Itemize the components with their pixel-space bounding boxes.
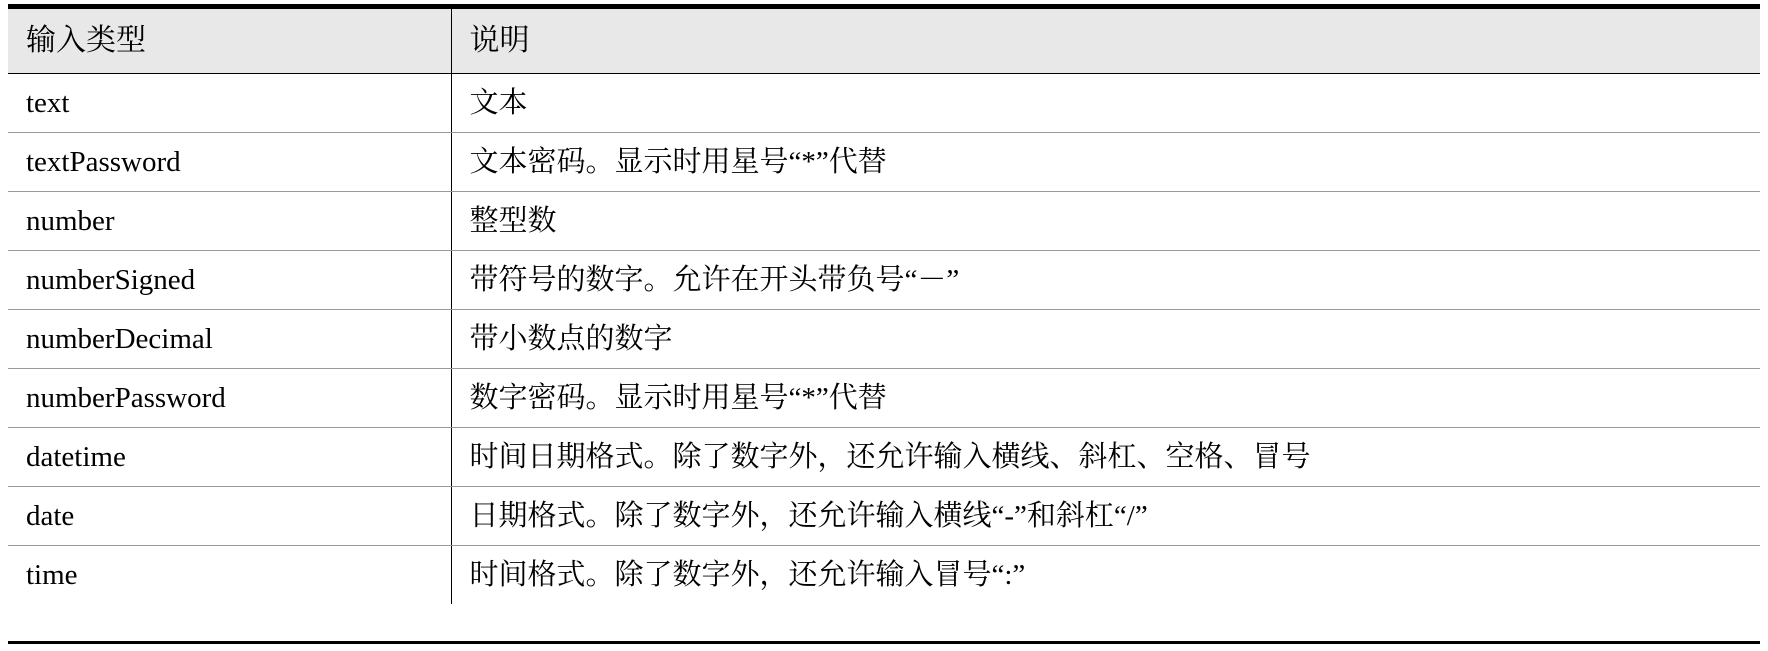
input-type-table-container bbox=[8, 6, 1760, 604]
cell-description: 带小数点的数字 bbox=[451, 310, 1760, 369]
table-header-row bbox=[8, 8, 1760, 74]
table-row bbox=[8, 546, 1760, 605]
cell-input-type: numberSigned bbox=[8, 251, 451, 310]
cell-description: 带符号的数字。允许在开头带负号“－” bbox=[451, 251, 1760, 310]
table-row bbox=[8, 251, 1760, 310]
cell-input-type: number bbox=[8, 192, 451, 251]
cell-input-type: text bbox=[8, 74, 451, 133]
cell-input-type: numberPassword bbox=[8, 369, 451, 428]
cell-description: 时间格式。除了数字外，还允许输入冒号“:” bbox=[451, 546, 1760, 605]
cell-input-type: numberDecimal bbox=[8, 310, 451, 369]
column-header-description: 说明 bbox=[451, 8, 1760, 74]
table-row bbox=[8, 74, 1760, 133]
table-body bbox=[8, 74, 1760, 605]
cell-description: 数字密码。显示时用星号“*”代替 bbox=[451, 369, 1760, 428]
cell-description: 时间日期格式。除了数字外，还允许输入横线、斜杠、空格、冒号 bbox=[451, 428, 1760, 487]
table-header bbox=[8, 8, 1760, 74]
cell-description: 日期格式。除了数字外，还允许输入横线“-”和斜杠“/” bbox=[451, 487, 1760, 546]
table-row bbox=[8, 310, 1760, 369]
table-bottom-rule bbox=[8, 641, 1760, 644]
cell-description: 整型数 bbox=[451, 192, 1760, 251]
table-row bbox=[8, 369, 1760, 428]
input-type-table bbox=[8, 6, 1760, 604]
table-row bbox=[8, 192, 1760, 251]
table-row bbox=[8, 133, 1760, 192]
cell-input-type: textPassword bbox=[8, 133, 451, 192]
table-row bbox=[8, 487, 1760, 546]
column-header-input-type: 输入类型 bbox=[8, 8, 451, 74]
cell-input-type: date bbox=[8, 487, 451, 546]
table-row bbox=[8, 428, 1760, 487]
cell-input-type: time bbox=[26, 558, 78, 591]
cell-description: 文本 bbox=[451, 74, 1760, 133]
cell-input-type: datetime bbox=[8, 428, 451, 487]
cell-description: 文本密码。显示时用星号“*”代替 bbox=[451, 133, 1760, 192]
